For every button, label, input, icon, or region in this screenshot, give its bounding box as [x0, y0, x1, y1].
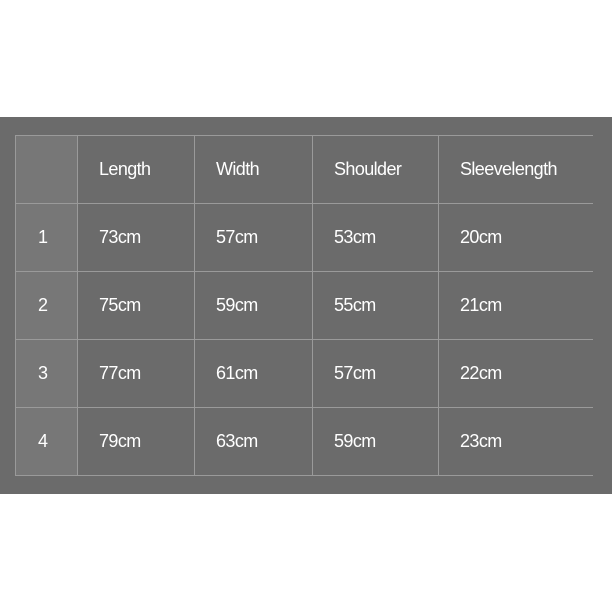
- header-cell-shoulder: Shoulder: [313, 136, 439, 204]
- row-index-cell: 3: [16, 340, 78, 408]
- size-chart-table: [15, 135, 593, 476]
- length-cell: 77cm: [78, 340, 195, 408]
- table-row: [16, 408, 593, 476]
- length-cell: 75cm: [78, 272, 195, 340]
- sleevelength-cell: 23cm: [439, 408, 593, 476]
- sleevelength-cell: 20cm: [439, 204, 593, 272]
- size-chart-panel: [0, 117, 612, 494]
- header-cell-corner: [16, 136, 78, 204]
- width-cell: 59cm: [195, 272, 313, 340]
- sleevelength-cell: 21cm: [439, 272, 593, 340]
- row-index-cell: 4: [16, 408, 78, 476]
- header-cell-width: Width: [195, 136, 313, 204]
- row-index-cell: 2: [16, 272, 78, 340]
- length-cell: 73cm: [78, 204, 195, 272]
- table-row: [16, 204, 593, 272]
- table-header-row: [16, 136, 593, 204]
- width-cell: 57cm: [195, 204, 313, 272]
- shoulder-cell: 53cm: [313, 204, 439, 272]
- shoulder-cell: 55cm: [313, 272, 439, 340]
- table-row: [16, 340, 593, 408]
- table-row: [16, 272, 593, 340]
- header-cell-sleevelength: Sleevelength: [439, 136, 593, 204]
- sleevelength-cell: 22cm: [439, 340, 593, 408]
- header-cell-length: Length: [78, 136, 195, 204]
- shoulder-cell: 57cm: [313, 340, 439, 408]
- width-cell: 63cm: [195, 408, 313, 476]
- row-index-cell: 1: [16, 204, 78, 272]
- length-cell: 79cm: [78, 408, 195, 476]
- width-cell: 61cm: [195, 340, 313, 408]
- shoulder-cell: 59cm: [313, 408, 439, 476]
